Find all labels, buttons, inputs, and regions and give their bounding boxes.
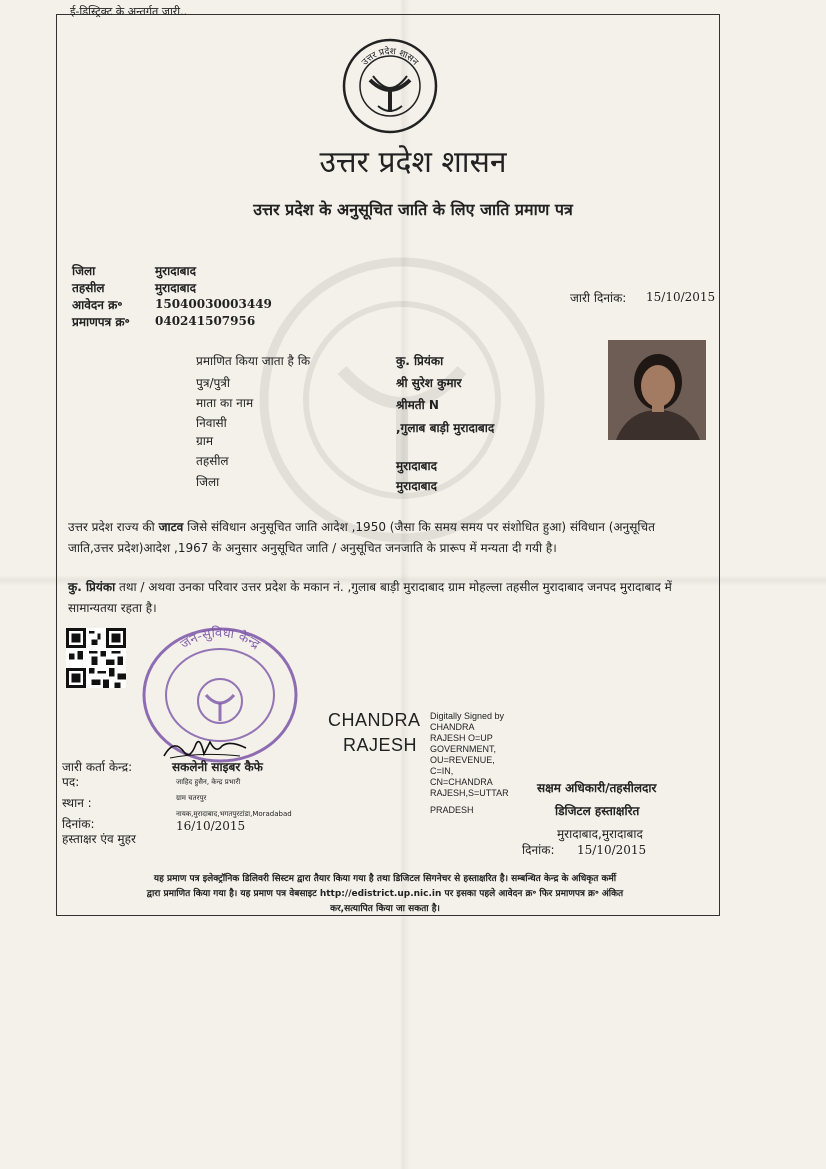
mother-name-label: माता का नाम: [196, 396, 254, 410]
district-label: जिला: [72, 264, 96, 278]
cert-tehsil-value: मुरादाबाद: [396, 459, 438, 473]
svg-text:उत्तर प्रदेश शासन: [360, 45, 420, 68]
applicant-photo: [608, 340, 706, 440]
issuing-center-label: जारी कर्ता केन्द्र:: [62, 760, 133, 774]
father-name: श्री सुरेश कुमार: [396, 376, 462, 390]
cert-tehsil-label: तहसील: [196, 454, 229, 468]
issuing-center-value: सकलेनी साइबर कैफे: [172, 760, 263, 774]
certify-label: प्रमाणित किया जाता है कि: [196, 354, 311, 368]
certificate-no-value: 040241507956: [155, 314, 256, 328]
digital-signature-details: Digitally Signed by CHANDRA RAJESH O=UP GOVERNMENT, OU=REVENUE, C=IN, CN=CHANDRA RAJESH,S=UTTAR PRADESH: [430, 711, 509, 815]
issue-date-label: जारी दिनांक:: [570, 291, 627, 305]
tehsil-value: मुरादाबाद: [155, 281, 197, 295]
authority-digital-sign: डिजिटल हस्ताक्षरित: [555, 804, 640, 818]
document-title: उत्तर प्रदेश शासन: [319, 145, 507, 180]
cert-district-value: मुरादाबाद: [396, 479, 438, 493]
stamp-text: जन-सुविधा केन्द्र: [177, 625, 263, 653]
place-label: स्थान :: [62, 796, 92, 810]
village-label: ग्राम: [196, 434, 214, 448]
cert-district-label: जिला: [196, 475, 220, 489]
digital-signer-name-line1: CHANDRA: [328, 710, 421, 730]
certificate-no-label: प्रमाणपत्र क्र॰: [72, 315, 130, 329]
authority-title: सक्षम अधिकारी/तहसीलदार: [537, 781, 657, 795]
signature-seal-label: हस्ताक्षर एंव मुहर: [62, 832, 136, 846]
post-value-line2: ग्राम चतरपुर: [176, 794, 207, 802]
caste-name: जाटव: [158, 520, 184, 534]
footer-note: यह प्रमाण पत्र इलेक्ट्रॉनिक डिलिवरी सिस्टम द्वारा तैयार किया गया है तथा डिजिटल सिगनेचर से हस्ताक्षरित है। सम्बन्धित केन्द्र के अधिकृत कर्मी द्वारा प्रमाणित किया गया है। यह प्रमाण पत्र वेबसाइट http://edistrict.up.nic.in पर इसका पहले आवेदन क्र॰ फिर प्रमाणपत्र क्र॰ अंकित कर,सत्यापित किया जा सकता है।: [146, 874, 624, 914]
authority-place: मुरादाबाद,मुरादाबाद: [557, 827, 643, 841]
application-no-value: 15040030003449: [155, 297, 272, 311]
residence-paragraph: कु. प्रियंका तथा / अथवा उनका परिवार उत्तर प्रदेश के मकान नं. ,गुलाब बाड़ी मुरादाबाद ग्राम मोहल्ला तहसील मुरादाबाद जनपद मुरादाबाद में सामान्यतया रहता है।: [68, 580, 672, 615]
document-subtitle: उत्तर प्रदेश के अनुसूचित जाति के लिए जाति प्रमाण पत्र: [253, 200, 573, 219]
issuer-date-value: 16/10/2015: [176, 819, 246, 833]
issue-date-value: 15/10/2015: [646, 290, 716, 304]
authority-date-value: 15/10/2015: [577, 843, 647, 857]
son-daughter-label: पुत्र/पुत्री: [196, 376, 231, 390]
caste-declaration-paragraph: उत्तर प्रदेश राज्य की जाटव जिसे संविधान अनुसूचित जाति आदेश ,1950 (जैसा कि समय समय पर संशोधित हुआ) संविधान (अनुसूचित जाति,उत्तर प्रदेश)आदेश ,1967 के अनुसार अनुसूचित जाति / अनुसूचित जनजाति के प्रारूप में मन्यता दी गयी है।: [68, 520, 655, 555]
post-value-line1: जाहिद हुसैन, केन्द्र प्रभारी: [176, 778, 241, 786]
residence-applicant-name: कु. प्रियंका: [68, 580, 116, 594]
tehsil-label: तहसील: [72, 281, 105, 295]
applicant-name: कु. प्रियंका: [396, 354, 444, 368]
district-value: मुरादाबाद: [155, 264, 197, 278]
place-value: नायक,मुरादाबाद,भगतपुरटांडा,Moradabad: [176, 810, 292, 818]
mother-name: श्रीमती N: [396, 398, 439, 412]
digital-signer-name-line2: RAJESH: [343, 735, 418, 755]
post-label: पद:: [62, 775, 80, 789]
emblem-text: उत्तर प्रदेश शासन: [360, 46, 420, 68]
application-no-label: आवेदन क्र॰: [72, 298, 123, 312]
up-government-emblem: [340, 36, 440, 136]
qr-code: [66, 628, 126, 688]
issuer-date-label: दिनांक:: [62, 817, 95, 831]
resident-label: निवासी: [196, 416, 227, 430]
authority-date-label: दिनांक:: [522, 843, 555, 857]
top-note: ई-डिस्ट्रिक्ट के अन्तर्गत जारी..: [70, 5, 188, 18]
resident-value: ,गुलाब बाड़ी मुरादाबाद: [396, 421, 495, 435]
